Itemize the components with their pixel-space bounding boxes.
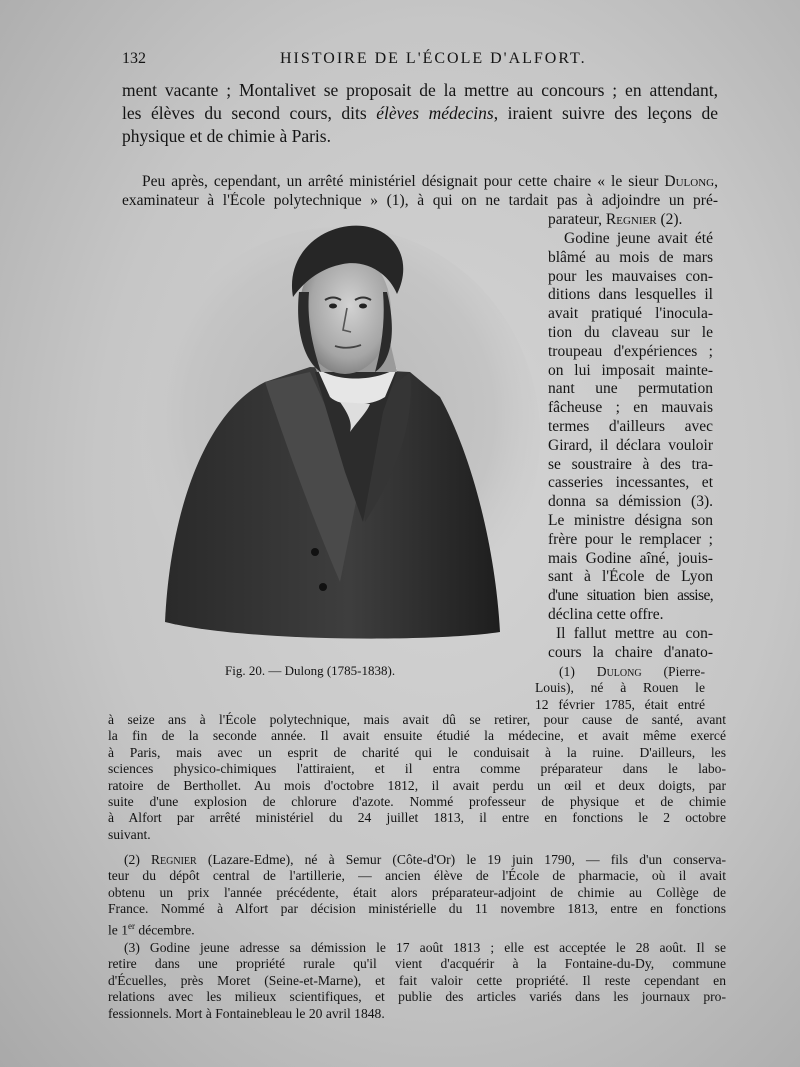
text-line: sciences physico-chimiques l'attiraient, et il entra comme préparateur dans le labo- <box>108 761 726 777</box>
text-line: frère pour le remplacer ; <box>548 530 713 548</box>
text-line: tion du claveau sur le <box>548 323 713 341</box>
text-line: cours la chaire d'anato- <box>548 643 713 661</box>
page-header <box>122 48 718 72</box>
text-line: troupeau d'expériences ; <box>548 342 713 360</box>
text-line: Peu après, cependant, un arrêté ministériel désignait pour cette chaire « le sieur Dulong, <box>142 173 718 190</box>
name-dulong: Dulong <box>664 173 715 190</box>
text-line: le 1er décembre. <box>108 920 195 938</box>
figure-caption: Fig. 20. — Dulong (1785-1838). <box>225 663 396 678</box>
text-line: examinateur à l'École polytechnique » (1), à qui on ne tardait pas à adjoindre un pré- <box>122 191 718 209</box>
footnote-2 <box>108 852 726 939</box>
text-line: France. Nommé à Alfort par décision ministérielle du 11 novembre 1813, entre en fonctions <box>108 901 726 917</box>
page-number: 132 <box>122 50 146 67</box>
running-title: HISTOIRE DE L'ÉCOLE D'ALFORT. <box>280 50 587 67</box>
text-line: la fin de la seconde année. Il avait ensuite étudié la médecine, et avait même exercé <box>108 728 726 744</box>
text-line: blâmé au mois de mars <box>548 248 713 266</box>
text-line: relations avec les milieux scientifiques, et publie des articles variés dans les journaux pro- <box>108 989 726 1005</box>
text-line: suite d'une explosion de chlorure d'azote. Nommé professeur de physique et de chimie <box>108 794 726 810</box>
side-column-text <box>548 230 713 662</box>
footnote-1-start <box>535 664 705 713</box>
text-line: les élèves du second cours, dits élèves médecins, iraient suivre des leçons de <box>122 103 718 123</box>
text-line: d'une situation bien assise, <box>548 587 713 605</box>
text-line: (3) Godine jeune adresse sa démission le 17 août 1813 ; elle est acceptée le 28 août. Il se <box>124 940 726 955</box>
text-line: déclina cette offre. <box>548 605 664 623</box>
text-line: pour les mauvaises con- <box>548 267 713 285</box>
intro-paragraph <box>122 79 718 148</box>
text-line: teur du dépôt central de l'artillerie, — ancien élève de l'École de pharmacie, où il avait <box>108 868 726 884</box>
paragraph-2 <box>122 173 718 211</box>
text-line: Girard, il déclara vouloir <box>548 436 713 454</box>
text-line: Le ministre désigna son <box>548 511 713 529</box>
text-line: (1) Dulong (Pierre- <box>559 664 705 679</box>
footnote-1 <box>108 712 726 843</box>
text-line: avait pratiqué l'inocula- <box>548 305 713 323</box>
text-line: on lui imposait mainte- <box>548 361 713 379</box>
text-line: casseries incessantes, et <box>548 474 713 492</box>
text-line: ditions dans lesquelles il <box>548 286 713 304</box>
text-line: termes d'ailleurs avec <box>548 417 713 435</box>
text-line: donna sa démission (3). <box>548 493 713 511</box>
text-line: fessionnels. Mort à Fontainebleau le 20 avril 1848. <box>108 1005 385 1021</box>
text-line: à seize ans à l'École polytechnique, mais avait dû se retirer, pour cause de santé, avant <box>108 712 726 727</box>
text-line: 12 février 1785, était entré <box>535 696 705 712</box>
emphasis-text: élèves médecins <box>376 103 494 123</box>
text-line: Louis), né à Rouen le <box>535 680 705 696</box>
text-line: mais Godine aîné, jouis- <box>548 549 713 567</box>
text-line: ment vacante ; Montalivet se proposait de la mettre au concours ; en attendant, <box>122 80 718 100</box>
text-line: à Alfort par arrêté ministériel du 24 juillet 1813, il entre en fonctions le 2 octobre <box>108 810 726 826</box>
name-regnier: Regnier <box>605 211 657 228</box>
text-line: d'Écuelles, près Moret (Seine-et-Marne), et fait valoir cette propriété. Il reste cependant en <box>108 972 726 988</box>
text-line: obtenu un prix l'année précédente, était alors préparateur-adjoint de chimie au Collège de <box>108 884 726 900</box>
text-line: retire dans une propriété rurale qu'il vient d'acquérir à la Fontaine-du-Dy, commune <box>108 956 726 972</box>
footnote-3 <box>108 940 726 1022</box>
text-line: (2) Regnier (Lazare-Edme), né à Semur (Côte-d'Or) le 19 juin 1790, — fils d'un conserva- <box>124 852 726 867</box>
text-line: sant à l'École de Lyon <box>548 568 713 586</box>
text-line: Il fallut mettre au con- <box>556 624 713 642</box>
text-line: ratoire de Berthollet. Au mois d'octobre 1812, il avait perdu un œil et deux doigts, par <box>108 777 726 793</box>
text-line: suivant. <box>108 826 151 842</box>
dulong-portrait <box>135 222 540 647</box>
text-line: à Paris, mais avec un esprit de charité qui le conduisait à la ruine. D'ailleurs, les <box>108 744 726 760</box>
text-line: parateur, Regnier (2). <box>548 211 683 228</box>
text-line: se soustraire à des tra- <box>548 455 713 473</box>
text-line: fâcheuse ; en mauvais <box>548 399 713 417</box>
text-line: Godine jeune avait été <box>564 230 713 247</box>
text-line: nant une permutation <box>548 380 713 398</box>
text-line: physique et de chimie à Paris. <box>122 126 331 146</box>
